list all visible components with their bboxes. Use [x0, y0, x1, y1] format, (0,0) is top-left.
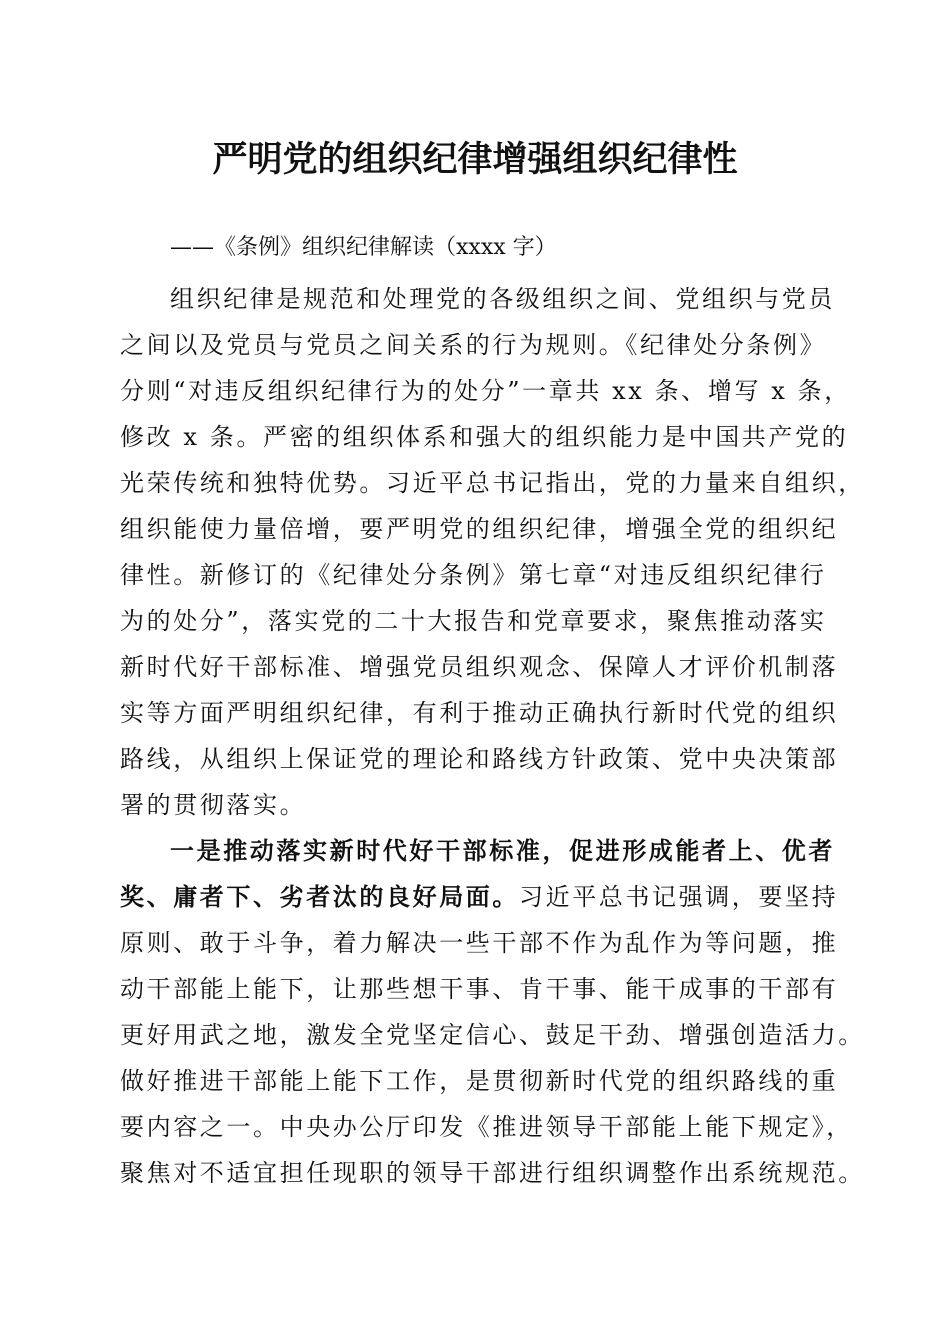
paragraph-1-line: 新时代好干部标准、增强党员组织观念、保障人才评价机制落	[120, 653, 839, 681]
paragraph-1-line: 修改 x 条。严密的组织体系和强大的组织能力是中国共产党的	[120, 423, 849, 451]
paragraph-2-line	[120, 881, 850, 913]
paragraph-2-lead: 一是推动落实新时代好干部标准，促进形成能者上、优者	[170, 836, 835, 865]
paragraph-2-line: 要内容之一。中央办公厅印发《推进领导干部能上能下规定》，	[120, 1113, 853, 1141]
paragraph-1-line: 署的贯彻落实。	[120, 791, 307, 819]
paragraph-1-line: 组织纪律是规范和处理党的各级组织之间、党组织与党员	[170, 285, 835, 313]
paragraph-2-line: 动干部能上能下，让那些想干事、肯干事、能干成事的干部有	[120, 975, 839, 1003]
document-title: 严明党的组织纪律增强组织纪律性	[212, 139, 738, 180]
paragraph-1-line: 律性。新修订的《纪律处分条例》第七章“对违反组织纪律行	[120, 561, 827, 589]
paragraph-1-line: 为的处分”，落实党的二十大报告和党章要求，聚焦推动落实	[120, 607, 827, 635]
paragraph-2-text: 习近平总书记强调，要坚持	[519, 883, 839, 911]
paragraph-2-line	[170, 835, 850, 867]
paragraph-1-line: 组织能使力量倍增，要严明党的组织纪律，增强全党的组织纪	[120, 515, 839, 543]
document-subtitle: ——《条例》组织纪律解读（xxxx 字）	[170, 235, 557, 260]
paragraph-1-line: 光荣传统和独特优势。习近平总书记指出，党的力量来自组织，	[120, 469, 865, 497]
paragraph-1-line: 之间以及党员与党员之间关系的行为规则。《纪律处分条例》	[120, 331, 827, 359]
paragraph-1-line: 路线，从组织上保证党的理论和路线方针政策、党中央决策部	[120, 745, 839, 773]
paragraph-2-lead: 奖、庸者下、劣者汰的良好局面。	[120, 882, 519, 911]
paragraph-2-line: 聚焦对不适宜担任现职的领导干部进行组织调整作出系统规范。	[120, 1159, 865, 1187]
paragraph-2-line: 更好用武之地，激发全党坚定信心、鼓足干劲、增强创造活力。	[120, 1021, 865, 1049]
paragraph-2-line: 原则、敢于斗争，着力解决一些干部不作为乱作为等问题，推	[120, 929, 839, 957]
paragraph-1-line: 分则“对违反组织纪律行为的处分”一章共 xx 条、增写 x 条，	[120, 377, 851, 405]
paragraph-1-line: 实等方面严明组织纪律，有利于推动正确执行新时代党的组织	[120, 699, 839, 727]
paragraph-2-line: 做好推进干部能上能下工作，是贯彻新时代党的组织路线的重	[120, 1067, 839, 1095]
